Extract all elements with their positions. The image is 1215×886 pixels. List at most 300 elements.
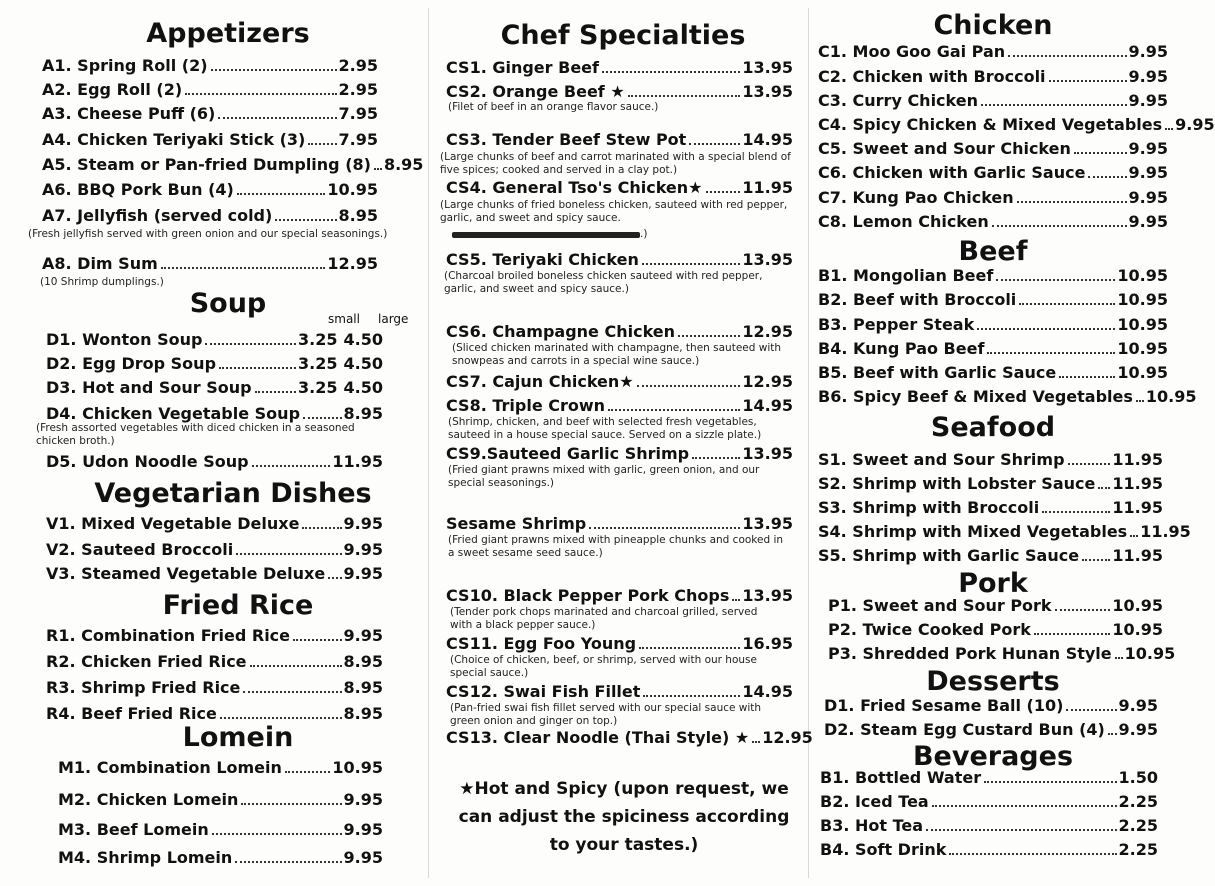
menu-item [46,678,383,698]
dot-leader [205,343,296,345]
menu-item-description: (Filet of beef in an orange flavor sauce.) [448,101,659,113]
menu-item-description: (Charcoal broiled boneless chicken sauteed with red pepper, garlic, and sweet and spicy sauce.) [444,270,763,295]
dot-leader [1108,733,1117,735]
menu-item-name: C7. Kung Pao Chicken [818,188,1014,207]
menu-item-price: 9.95 [343,514,383,533]
dot-leader [1034,633,1110,635]
menu-item [46,704,383,724]
dot-leader [992,225,1127,227]
menu-item [46,626,383,646]
menu-item-name: CS8. Triple Crown [446,396,606,415]
dot-leader [689,143,740,145]
menu-item [42,180,378,200]
menu-item-description: (10 Shrimp dumplings.) [40,276,164,288]
menu-item-price: 14.95 [742,682,793,701]
menu-item-price: 10.95 [1112,620,1163,639]
dot-leader [1066,709,1116,711]
section-title-vegetarian: Vegetarian Dishes [94,478,372,509]
dot-leader [608,409,740,411]
dot-leader [1088,176,1126,178]
menu-item [828,620,1163,640]
dot-leader [1055,609,1111,611]
dot-leader [237,193,326,195]
dot-leader [374,168,382,170]
menu-item [58,758,383,778]
menu-item-name: V3. Steamed Vegetable Deluxe [46,564,326,583]
menu-item [46,404,383,424]
spicy-note-line-2: can adjust the spiciness according [458,807,790,827]
dot-leader [255,391,296,393]
dot-leader [185,93,336,95]
menu-item-price: 12.95 [742,372,793,391]
menu-item-name: CS10. Black Pepper Pork Chops [446,586,730,605]
section-title-chef-specialties: Chef Specialties [500,20,746,51]
menu-item [824,720,1158,740]
menu-item [820,792,1158,812]
dot-leader [211,69,337,71]
dot-leader [275,219,336,221]
dot-leader [241,803,341,805]
menu-item-price: 13.95 [742,250,793,269]
menu-item-price: 9.95 [1128,67,1168,86]
dot-leader [1130,535,1138,537]
menu-item-name: V2. Sauteed Broccoli [46,540,234,559]
menu-item [446,130,793,150]
menu-item-name: B4. Soft Drink [820,840,947,859]
menu-item-name: B3. Hot Tea [820,816,924,835]
menu-item-name: D2. Steam Egg Custard Bun (4) [824,720,1105,739]
dot-leader [252,465,331,467]
menu-item-name: C1. Moo Goo Gai Pan [818,42,1006,61]
menu-item-price-large: 4.50 [343,378,383,397]
menu-item-description: (Shrimp, chicken, and beef with selected fresh vegetables, sauteed in a house special sauce. Served on a sizzle plate.) [448,416,762,441]
menu-item-name: A4. Chicken Teriyaki Stick (3) [42,130,306,149]
dot-leader [293,639,342,641]
menu-item [446,396,793,416]
menu-item-name: M3. Beef Lomein [58,820,209,839]
menu-item [818,188,1168,208]
menu-item [446,586,793,606]
menu-item-price: 12.95 [742,322,793,341]
menu-item [820,768,1158,788]
menu-item-name: M2. Chicken Lomein [58,790,239,809]
menu-item-name: A5. Steam or Pan-fried Dumpling (8) [42,155,371,174]
menu-item-name: B2. Iced Tea [820,792,929,811]
menu-item [828,596,1163,616]
dot-leader [981,104,1127,106]
dot-leader [243,691,341,693]
dot-leader [706,191,741,193]
menu-item-price: 9.95 [343,540,383,559]
menu-item-name: S5. Shrimp with Garlic Sauce [818,546,1080,565]
menu-item-price: 11.95 [1112,546,1163,565]
section-title-fried-rice: Fried Rice [162,590,314,621]
menu-item-price: 9.95 [343,790,383,809]
menu-item-price: 10.95 [1117,315,1168,334]
menu-item-price: 11.95 [1140,522,1191,541]
menu-item [818,212,1168,232]
dot-leader [1115,657,1123,659]
menu-item-name: S1. Sweet and Sour Shrimp [818,450,1065,469]
menu-item-name: D3. Hot and Sour Soup [46,378,252,397]
menu-item [818,522,1191,542]
section-title-chicken: Chicken [933,10,1053,41]
menu-item [446,82,793,102]
menu-item [818,91,1168,111]
menu-item-name: R1. Combination Fried Rice [46,626,291,645]
menu-item-price: 13.95 [742,514,793,533]
dot-leader [977,328,1115,330]
menu-item-price: 7.95 [338,104,378,123]
section-title-beverages: Beverages [912,741,1074,772]
menu-item [818,450,1163,470]
menu-item-description: (Pan-fried swai fish fillet served with our special sauce with green onion and ginger on top.) [450,702,762,727]
dot-leader [732,599,740,601]
dot-leader [285,771,330,773]
menu-item-price: 14.95 [742,130,793,149]
menu-item-price: 16.95 [742,634,793,653]
menu-item-price: 3.25 [298,354,338,373]
menu-item [820,816,1158,836]
menu-item-price: 11.95 [1112,450,1163,469]
menu-item [828,644,1176,664]
menu-item [818,363,1168,383]
menu-item-name: B5. Beef with Garlic Sauce [818,363,1057,382]
dot-leader [752,741,760,743]
menu-item-price: 8.95 [343,652,383,671]
menu-item-price: 10.95 [1117,339,1168,358]
menu-item-price: 11.95 [742,178,793,197]
dot-leader [602,71,740,73]
menu-item-name: R4. Beef Fried Rice [46,704,217,723]
dot-leader [926,829,1117,831]
menu-item [46,354,383,374]
menu-item [42,254,378,274]
menu-item [42,56,378,76]
dot-leader [692,457,740,459]
dot-leader [328,577,341,579]
menu-item [818,266,1168,286]
menu-item-description: (Tender pork chops marinated and charcoal grilled, served with a black pepper sauce.) [450,606,758,631]
menu-item-price: 10.95 [1112,596,1163,615]
menu-item-name: B1. Mongolian Beef [818,266,994,285]
dot-leader [1136,400,1144,402]
menu-item-name: D4. Chicken Vegetable Soup [46,404,301,423]
menu-item-name: CS11. Egg Foo Young [446,634,637,653]
menu-item [58,820,383,840]
menu-item-price: 9.95 [1128,139,1168,158]
section-title-seafood: Seafood [930,412,1056,443]
menu-item-price: 9.95 [1128,42,1168,61]
menu-item-price: 8.95 [343,678,383,697]
menu-item-name: B6. Spicy Beef & Mixed Vegetables [818,387,1133,406]
menu-item [818,474,1163,494]
menu-item-name: Sesame Shrimp [446,514,587,533]
dot-leader [589,527,740,529]
menu-item [42,80,378,100]
menu-item-name: CS9.Sauteed Garlic Shrimp [446,444,690,463]
menu-item [818,139,1168,159]
menu-item-name: CS7. Cajun Chicken★ [446,372,634,391]
menu-item [818,339,1168,359]
menu-item [46,378,383,398]
menu-item-name: V1. Mixed Vegetable Deluxe [46,514,300,533]
menu-item-price-large: 4.50 [343,354,383,373]
dot-leader [678,335,740,337]
menu-item-name: CS6. Champagne Chicken [446,322,676,341]
menu-item-price: 3.25 [298,378,338,397]
menu-item-name: CS12. Swai Fish Fillet [446,682,641,701]
menu-item-description: (Fried giant prawns mixed with garlic, green onion, and our special seasonings.) [448,464,760,489]
menu-item [42,130,378,150]
menu-item-name: D2. Egg Drop Soup [46,354,217,373]
menu-item [46,652,383,672]
menu-item-name: B4. Kung Pao Beef [818,339,985,358]
menu-item-name: A8. Dim Sum [42,254,158,273]
menu-item-price: 9.95 [1128,163,1168,182]
menu-item-price: 11.95 [332,452,383,471]
menu-item [42,104,378,124]
menu-item-name: B3. Pepper Steak [818,315,975,334]
dot-leader [1042,511,1110,513]
menu-item-price: 9.95 [1128,91,1168,110]
menu-item [818,42,1168,62]
menu-item-name: P3. Shredded Pork Hunan Style [828,644,1112,663]
menu-item [818,115,1215,135]
spicy-note-line-1: ★Hot and Spicy (upon request, we [459,779,789,799]
menu-item-price: 8.95 [383,155,424,174]
menu-item [58,848,383,868]
menu-item [446,634,793,654]
menu-item-name: D1. Fried Sesame Ball (10) [824,696,1064,715]
menu-item-price: 9.95 [1128,212,1168,231]
menu-item-price: 9.95 [343,564,383,583]
dot-leader [250,665,342,667]
menu-item-price: 10.95 [327,180,378,199]
menu-item-price: 2.25 [1118,840,1158,859]
menu-item-price: 10.95 [1117,290,1168,309]
dot-leader [219,367,296,369]
dot-leader [637,385,741,387]
menu-item-price: 10.95 [1145,387,1197,406]
menu-item-description: (Fried giant prawns mixed with pineapple chunks and cooked in a sweet sesame seed sauce.) [448,534,784,559]
menu-item-price: 9.95 [343,848,383,867]
menu-item-price: 9.95 [1128,188,1168,207]
menu-item-name: CS13. Clear Noodle (Thai Style) ★ [446,728,750,747]
menu-item [46,564,383,584]
menu-item-price: 9.95 [1118,720,1158,739]
menu-item [818,290,1168,310]
menu-item-name: S4. Shrimp with Mixed Vegetables [818,522,1128,541]
menu-item-price: 14.95 [742,396,793,415]
dot-leader [303,417,342,419]
menu-item [446,178,793,198]
menu-item-name: CS1. Ginger Beef [446,58,599,77]
menu-item [46,514,383,534]
struck-out-text [452,232,640,238]
menu-item-description: (Fresh jellyfish served with green onion and our special seasonings.) [28,228,388,240]
menu-item-description: (Choice of chicken, beef, or shrimp, served with our house special sauce.) [450,654,757,679]
section-title-lomein: Lomein [182,722,294,753]
menu-item-name: D1. Wonton Soup [46,330,203,349]
menu-item-name: C2. Chicken with Broccoli [818,67,1046,86]
menu-item-description: (Fresh assorted vegetables with diced chicken in a seasoned chicken broth.) [36,422,355,447]
menu-item [58,790,383,810]
dot-leader [949,853,1116,855]
section-title-beef: Beef [958,236,1028,267]
menu-item-name: A7. Jellyfish (served cold) [42,206,273,225]
dot-leader [996,279,1115,281]
menu-item [446,728,813,748]
dot-leader [1165,128,1173,130]
menu-item [46,330,383,350]
menu-item-name: B1. Bottled Water [820,768,982,787]
menu-item-price: 2.95 [338,80,378,99]
menu-item-name: M4. Shrimp Lomein [58,848,233,867]
dot-leader [642,263,741,265]
menu-item-name: C6. Chicken with Garlic Sauce [818,163,1086,182]
menu-item-name: CS5. Teriyaki Chicken [446,250,639,269]
menu-item-name: A3. Cheese Puff (6) [42,104,216,123]
menu-item [46,540,383,560]
menu-item [446,444,793,464]
size-small-label: small [328,312,360,326]
dot-leader [308,143,336,145]
menu-item-price-large: 4.50 [343,330,383,349]
struck-text-tail: .) [640,228,648,240]
menu-item-price: 8.95 [338,206,378,225]
dot-leader [302,527,341,529]
menu-item-name: C8. Lemon Chicken [818,212,989,231]
dot-leader [639,647,740,649]
dot-leader [1098,487,1110,489]
menu-item-price: 11.95 [1112,498,1163,517]
spicy-note-line-3: to your tastes.) [549,835,699,855]
menu-item [818,546,1163,566]
menu-item-description: (Large chunks of fried boneless chicken, sauteed with red pepper, garlic, and sweet and spicy sauce. [440,199,788,224]
dot-leader [987,352,1115,354]
section-title-pork: Pork [958,568,1028,599]
dot-leader [984,781,1116,783]
menu-item-name: R3. Shrimp Fried Rice [46,678,241,697]
menu-item-price: 10.95 [332,758,383,777]
dot-leader [1017,201,1127,203]
menu-item [818,315,1168,335]
menu-item-price: 12.95 [762,728,813,747]
dot-leader [1008,55,1126,57]
menu-item-price: 8.95 [343,704,383,723]
menu-item [42,206,378,226]
menu-item-price: 9.95 [343,820,383,839]
menu-item [446,682,793,702]
menu-item [46,452,383,472]
menu-item-name: B2. Beef with Broccoli [818,290,1017,309]
section-title-soup: Soup [189,288,267,319]
menu-item-price: 13.95 [742,586,793,605]
menu-item-name: M1. Combination Lomein [58,758,282,777]
column-divider [428,8,429,878]
dot-leader [218,117,336,119]
menu-item [820,840,1158,860]
menu-item-name: S3. Shrimp with Broccoli [818,498,1040,517]
menu-item-price: 1.50 [1118,768,1158,787]
menu-item-price: 7.95 [338,130,378,149]
menu-item-price: 11.95 [1112,474,1163,493]
section-title-desserts: Desserts [926,666,1060,697]
menu-item-name: C4. Spicy Chicken & Mixed Vegetables [818,115,1163,134]
section-title-appetizers: Appetizers [146,18,310,49]
menu-item [446,58,793,78]
dot-leader [236,553,341,555]
menu-item-name: C3. Curry Chicken [818,91,978,110]
dot-leader [212,833,342,835]
menu-item-name: CS4. General Tso's Chicken★ [446,178,703,197]
dot-leader [1082,559,1110,561]
menu-item-name: P1. Sweet and Sour Pork [828,596,1052,615]
menu-item-name: C5. Sweet and Sour Chicken [818,139,1071,158]
menu-item-price: 10.95 [1117,266,1168,285]
menu-item [824,696,1158,716]
menu-item-price: 9.95 [1175,115,1215,134]
menu-item [446,250,793,270]
menu-item-price: 2.95 [338,56,378,75]
menu-item [446,514,793,534]
menu-item-name: D5. Udon Noodle Soup [46,452,249,471]
menu-item-price: 2.25 [1118,816,1158,835]
menu-item-name: P2. Twice Cooked Pork [828,620,1031,639]
menu-item-name: A2. Egg Roll (2) [42,80,183,99]
menu-item-name: A6. BBQ Pork Bun (4) [42,180,234,199]
menu-item-name: S2. Shrimp with Lobster Sauce [818,474,1096,493]
dot-leader [235,861,341,863]
menu-item-price: 8.95 [343,404,383,423]
menu-item-name: CS3. Tender Beef Stew Pot [446,130,687,149]
menu-item-price: 13.95 [742,82,793,101]
menu-item [818,163,1168,183]
dot-leader [1074,152,1127,154]
dot-leader [1049,80,1127,82]
menu-item-price: 13.95 [742,444,793,463]
dot-leader [643,695,740,697]
menu-item [446,322,793,342]
menu-item-price: 10.95 [1117,363,1168,382]
menu-item [818,387,1197,407]
menu-item-name: CS2. Orange Beef ★ [446,82,625,101]
menu-item-price: 3.25 [298,330,338,349]
dot-leader [932,805,1117,807]
menu-item [818,498,1163,518]
dot-leader [1068,463,1111,465]
menu-item-description: (Sliced chicken marinated with champagne, then sauteed with snowpeas and carrots in a special wine sauce.) [452,342,782,367]
menu-item-price: 12.95 [327,254,378,273]
menu-item-price: 13.95 [742,58,793,77]
menu-item [42,155,424,175]
menu-item-price: 9.95 [1118,696,1158,715]
menu-item-price: 2.25 [1118,792,1158,811]
dot-leader [1019,303,1115,305]
menu-item [446,372,793,392]
menu-item-price: 10.95 [1124,644,1176,663]
size-large-label: large [378,312,409,326]
dot-leader [1059,376,1115,378]
dot-leader [628,95,741,97]
menu-item-description: (Large chunks of beef and carrot marinated with a special blend of five spices; cooked and served in a clay pot.) [440,151,791,176]
menu-item-price: 9.95 [343,626,383,645]
menu-item-name: R2. Chicken Fried Rice [46,652,247,671]
dot-leader [161,267,326,269]
menu-item [818,67,1168,87]
dot-leader [220,717,342,719]
